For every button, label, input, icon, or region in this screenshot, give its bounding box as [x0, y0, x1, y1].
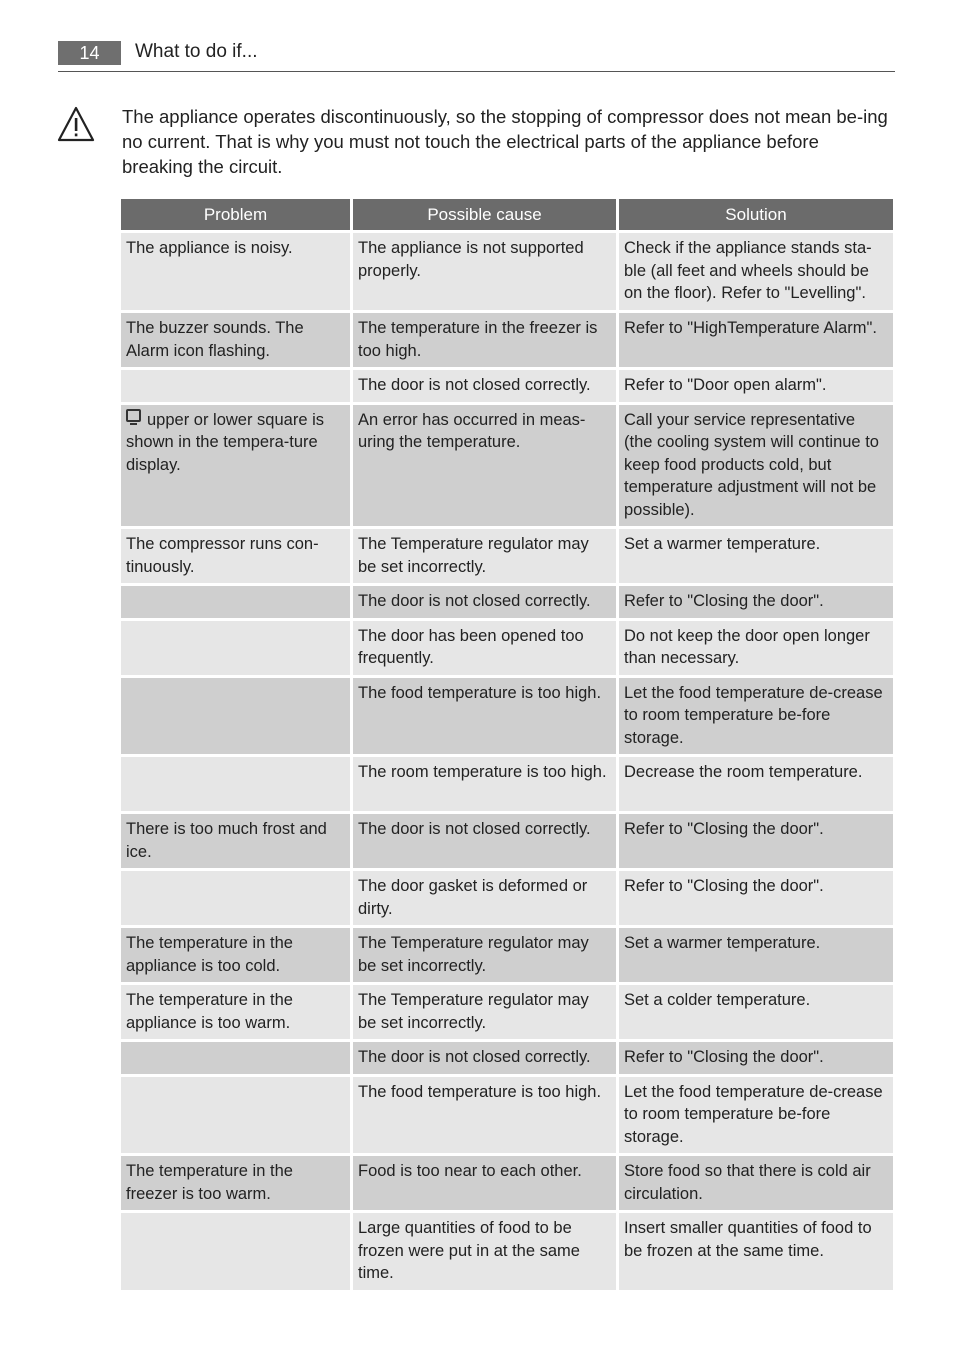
solution-cell: Refer to "Closing the door". [619, 871, 893, 925]
solution-cell: Let the food temperature de-crease to room temperature be-fore storage. [619, 1077, 893, 1154]
table-row [121, 678, 893, 755]
cause-cell: The door is not closed correctly. [353, 1042, 616, 1074]
table-row [121, 928, 893, 982]
cause-cell: The appliance is not supported properly. [353, 233, 616, 310]
solution-cell: Insert smaller quantities of food to be frozen at the same time. [619, 1213, 893, 1290]
cause-cell: Food is too near to each other. [353, 1156, 616, 1210]
cause-cell: Large quantities of food to be frozen were put in at the same time. [353, 1213, 616, 1290]
table-row [121, 233, 893, 310]
problem-cell: The temperature in the appliance is too warm. [121, 985, 350, 1039]
problem-cell: There is too much frost and ice. [121, 814, 350, 868]
page-header [58, 39, 895, 72]
cause-cell: The food temperature is too high. [353, 1077, 616, 1154]
cause-cell: The door is not closed correctly. [353, 370, 616, 402]
problem-cell [121, 1213, 350, 1290]
section-title: What to do if... [135, 41, 258, 62]
problem-cell: The buzzer sounds. The Alarm icon flashing. [121, 313, 350, 367]
problem-cell [121, 586, 350, 618]
cause-cell: The food temperature is too high. [353, 678, 616, 755]
warning-triangle-icon [57, 106, 95, 142]
solution-cell: Set a warmer temperature. [619, 529, 893, 583]
solution-cell: Call your service representative (the cooling system will continue to keep food products cold, but temperature adjustment will not be possible). [619, 405, 893, 527]
problem-cell: The temperature in the appliance is too cold. [121, 928, 350, 982]
cause-cell: The door has been opened too frequently. [353, 621, 616, 675]
table-row [121, 586, 893, 618]
solution-cell: Do not keep the door open longer than necessary. [619, 621, 893, 675]
table-row [121, 1077, 893, 1154]
header-possible-cause: Possible cause [353, 199, 616, 230]
page-number: 14 [58, 41, 121, 65]
problem-cell [121, 1077, 350, 1154]
cause-cell: The Temperature regulator may be set incorrectly. [353, 928, 616, 982]
table-row [121, 757, 893, 811]
problem-cell: The temperature in the freezer is too warm. [121, 1156, 350, 1210]
table-row [121, 1156, 893, 1210]
table-row [121, 814, 893, 868]
problem-cell [121, 1042, 350, 1074]
header-problem: Problem [121, 199, 350, 230]
cause-cell: An error has occurred in meas-uring the temperature. [353, 405, 616, 527]
table-row [121, 985, 893, 1039]
problem-cell: The appliance is noisy. [121, 233, 350, 310]
solution-cell: Refer to "Closing the door". [619, 586, 893, 618]
cause-cell: The temperature in the freezer is too high. [353, 313, 616, 367]
problem-cell [121, 678, 350, 755]
problem-cell [121, 405, 350, 527]
problem-cell: The compressor runs con-tinuously. [121, 529, 350, 583]
cause-cell: The Temperature regulator may be set incorrectly. [353, 985, 616, 1039]
cause-cell: The room temperature is too high. [353, 757, 616, 811]
solution-cell: Refer to "HighTemperature Alarm". [619, 313, 893, 367]
table-row [121, 529, 893, 583]
solution-cell: Check if the appliance stands sta-ble (all feet and wheels should be on the floor). Refer to "Levelling". [619, 233, 893, 310]
table-row [121, 313, 893, 367]
table-row [121, 1042, 893, 1074]
table-row [121, 871, 893, 925]
problem-cell [121, 370, 350, 402]
header-solution: Solution [619, 199, 893, 230]
solution-cell: Set a warmer temperature. [619, 928, 893, 982]
table-header-row [121, 199, 893, 230]
table-row [121, 1213, 893, 1290]
solution-cell: Refer to "Door open alarm". [619, 370, 893, 402]
solution-cell: Refer to "Closing the door". [619, 814, 893, 868]
solution-cell: Refer to "Closing the door". [619, 1042, 893, 1074]
cause-cell: The door is not closed correctly. [353, 586, 616, 618]
problem-cell [121, 757, 350, 811]
solution-cell: Set a colder temperature. [619, 985, 893, 1039]
table-row [121, 405, 893, 527]
cause-cell: The door gasket is deformed or dirty. [353, 871, 616, 925]
problem-cell [121, 871, 350, 925]
solution-cell: Store food so that there is cold air circulation. [619, 1156, 893, 1210]
cause-cell: The Temperature regulator may be set incorrectly. [353, 529, 616, 583]
table-row [121, 370, 893, 402]
problem-text: upper or lower square is shown in the tempera-ture display. [126, 410, 325, 474]
solution-cell: Let the food temperature de-crease to room temperature be-fore storage. [619, 678, 893, 755]
solution-cell: Decrease the room temperature. [619, 757, 893, 811]
display-square-icon [126, 409, 141, 422]
troubleshooting-table [118, 196, 896, 1293]
table-row [121, 621, 893, 675]
cause-cell: The door is not closed correctly. [353, 814, 616, 868]
problem-cell [121, 621, 350, 675]
warning-text: The appliance operates discontinuously, so the stopping of compressor does not mean be-ing no current. That is why you must not touch the electrical parts of the appliance before breaking the circuit. [122, 106, 888, 177]
